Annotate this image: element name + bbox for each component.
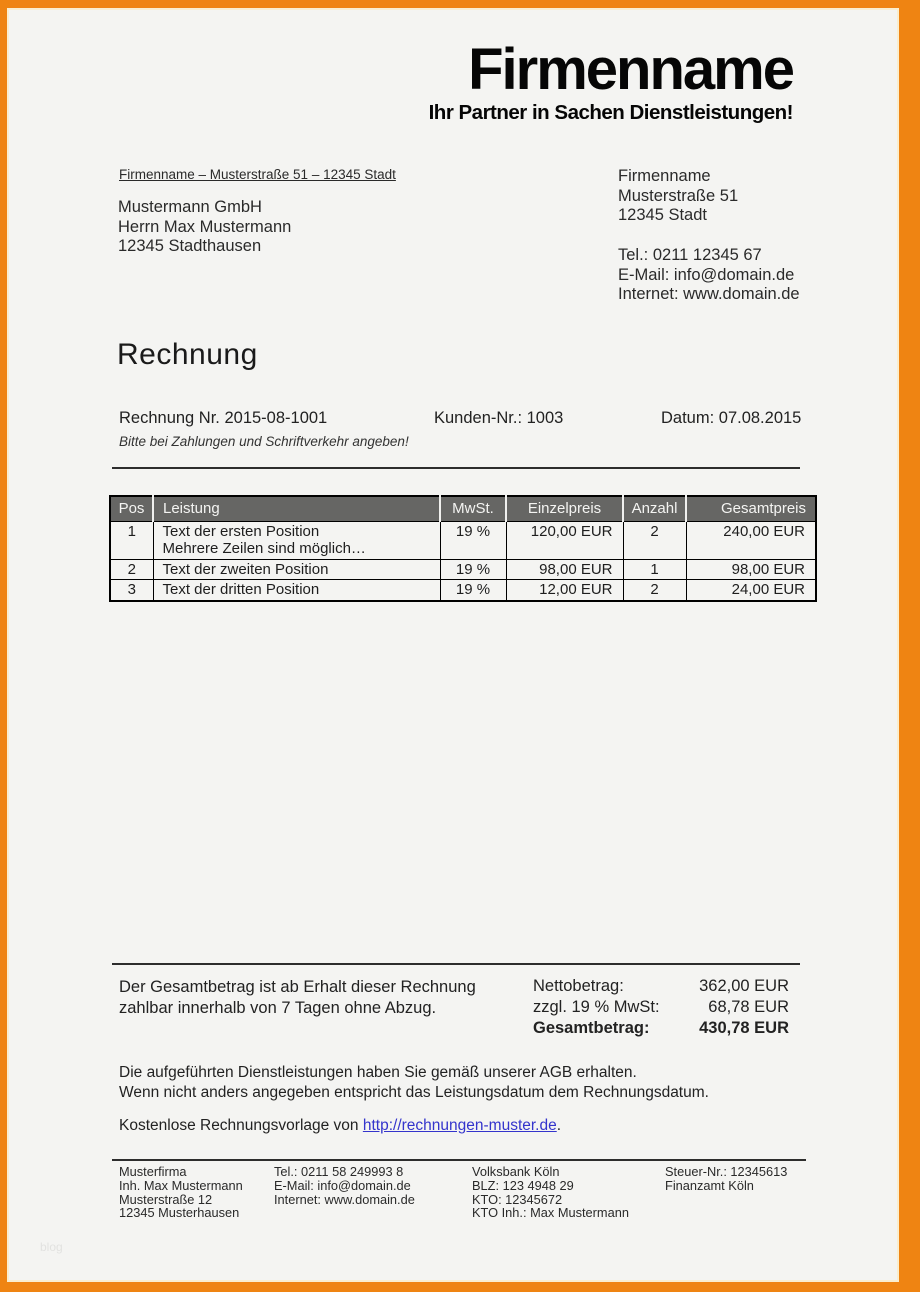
contact-website: Internet: www.domain.de: [618, 285, 800, 304]
footer-phone: Tel.: 0211 58 249993 8: [274, 1164, 404, 1179]
footer-company-owner: Inh. Max Mustermann: [119, 1177, 243, 1193]
contact-email: E-Mail: info@domain.de: [618, 265, 795, 284]
cell-anzahl: 2: [623, 580, 686, 601]
invoice-date: Datum: 07.08.2015: [661, 409, 802, 427]
divider-above-footer: [112, 1159, 806, 1161]
footer-company-city: 12345 Musterhausen: [119, 1205, 240, 1221]
credit-suffix: .: [556, 1117, 562, 1134]
terms-note-line-2: Wenn nicht anders angegeben entspricht das Leistungsdatum dem Rechnungsdatum.: [119, 1084, 709, 1101]
cell-leistung: Text der zweiten Position: [153, 559, 440, 580]
total-amount-label: Gesamtbetrag:: [533, 1018, 650, 1037]
vat-amount-label: zzgl. 19 % MwSt:: [533, 997, 660, 1016]
cell-einzelpreis: 98,00 EUR: [506, 559, 623, 580]
terms-note-line-1: Die aufgeführten Dienstleistungen haben Sie gemäß unserer AGB erhalten.: [119, 1064, 637, 1081]
footer-company-column: [119, 1165, 243, 1220]
template-source-link[interactable]: http://rechnungen-muster.de: [362, 1117, 557, 1134]
vat-amount-value: 68,78 EUR: [708, 997, 789, 1016]
net-amount-value: 362,00 EUR: [699, 977, 789, 995]
header-leistung: Leistung: [153, 496, 440, 521]
header-gesamtpreis: Gesamtpreis: [686, 496, 816, 521]
footer-tax-office: Finanzamt Köln: [665, 1177, 754, 1193]
payment-reference-note: Bitte bei Zahlungen und Schriftverkehr angeben!: [119, 434, 409, 449]
footer-tax-column: [665, 1165, 787, 1193]
document-title: Rechnung: [117, 338, 258, 371]
payment-terms-line-1: Der Gesamtbetrag ist ab Erhalt dieser Rechnung: [119, 978, 476, 996]
cell-gesamtpreis: 98,00 EUR: [686, 559, 816, 580]
company-contact-block: [618, 167, 800, 305]
total-amount-row: [533, 1018, 789, 1039]
footer-email: E-Mail: info@domain.de: [274, 1177, 411, 1193]
line-items-table: [109, 495, 817, 602]
payment-terms-line-2: zahlbar innerhalb von 7 Tagen ohne Abzug.: [119, 998, 437, 1017]
cell-mwst: 19 %: [440, 521, 506, 559]
sender-return-address: Firmenname – Musterstraße 51 – 12345 Stadt: [119, 167, 396, 182]
footer-bank-owner: KTO Inh.: Max Mustermann: [472, 1205, 629, 1221]
cell-mwst: 19 %: [440, 580, 506, 601]
cell-pos: 3: [110, 580, 153, 601]
terms-note: [119, 1063, 709, 1103]
watermark-text: blog: [40, 1240, 63, 1254]
recipient-company: Mustermann GmbH: [118, 198, 262, 216]
recipient-person: Herrn Max Mustermann: [118, 217, 292, 236]
template-credit-line: [119, 1117, 561, 1135]
table-row: [110, 580, 816, 601]
cell-gesamtpreis: 240,00 EUR: [686, 521, 816, 559]
header-mwst: MwSt.: [440, 496, 506, 521]
divider-above-table: [112, 467, 800, 469]
header-pos: Pos: [110, 496, 153, 521]
company-logo-name: Firmenname: [468, 37, 793, 102]
leistung-line-1: Text der ersten Position: [162, 522, 320, 540]
invoice-number: Rechnung Nr. 2015-08-1001: [119, 409, 328, 427]
contact-street: Musterstraße 51: [618, 186, 739, 205]
net-amount-label: Nettobetrag:: [533, 977, 624, 995]
cell-leistung: [153, 521, 440, 559]
table-header-row: [110, 496, 816, 521]
table-row: [110, 521, 816, 559]
cell-anzahl: 1: [623, 559, 686, 580]
totals-block: [533, 976, 789, 1038]
net-amount-row: [533, 976, 789, 997]
cell-pos: 2: [110, 559, 153, 580]
footer-contact-column: [274, 1165, 415, 1206]
company-logo-tagline: Ihr Partner in Sachen Dienstleistungen!: [428, 100, 793, 124]
vat-amount-row: [533, 997, 789, 1018]
table-row: [110, 559, 816, 580]
leistung-line-2: Mehrere Zeilen sind möglich…: [162, 540, 366, 557]
invoice-meta-row: [119, 409, 807, 428]
recipient-city: 12345 Stadthausen: [118, 237, 262, 256]
footer-bank-kto: KTO: 12345672: [472, 1191, 563, 1207]
cell-mwst: 19 %: [440, 559, 506, 580]
footer-website: Internet: www.domain.de: [274, 1191, 415, 1207]
contact-company: Firmenname: [618, 167, 711, 185]
company-logo: [428, 37, 793, 125]
cell-anzahl: 2: [623, 521, 686, 559]
credit-prefix: Kostenlose Rechnungsvorlage von: [119, 1117, 363, 1134]
contact-city: 12345 Stadt: [618, 206, 707, 225]
cell-leistung: Text der dritten Position: [153, 580, 440, 601]
footer-tax-number: Steuer-Nr.: 12345613: [665, 1164, 788, 1179]
footer-company-name: Musterfirma: [119, 1164, 187, 1179]
invoice-page: [7, 8, 899, 1282]
header-anzahl: Anzahl: [623, 496, 686, 521]
cell-pos: 1: [110, 521, 153, 559]
contact-phone: Tel.: 0211 12345 67: [618, 245, 762, 264]
footer-bank-blz: BLZ: 123 4948 29: [472, 1177, 574, 1193]
total-amount-value: 430,78 EUR: [699, 1018, 789, 1037]
customer-number: Kunden-Nr.: 1003: [434, 409, 564, 427]
cell-einzelpreis: 12,00 EUR: [506, 580, 623, 601]
footer-company-street: Musterstraße 12: [119, 1191, 213, 1207]
footer-bank-name: Volksbank Köln: [472, 1164, 560, 1179]
payment-terms: [119, 977, 476, 1018]
cell-gesamtpreis: 24,00 EUR: [686, 580, 816, 601]
footer-bank-column: [472, 1165, 629, 1220]
cell-einzelpreis: 120,00 EUR: [506, 521, 623, 559]
divider-above-totals: [112, 963, 800, 965]
header-einzelpreis: Einzelpreis: [506, 496, 623, 521]
recipient-address-block: [118, 198, 291, 257]
